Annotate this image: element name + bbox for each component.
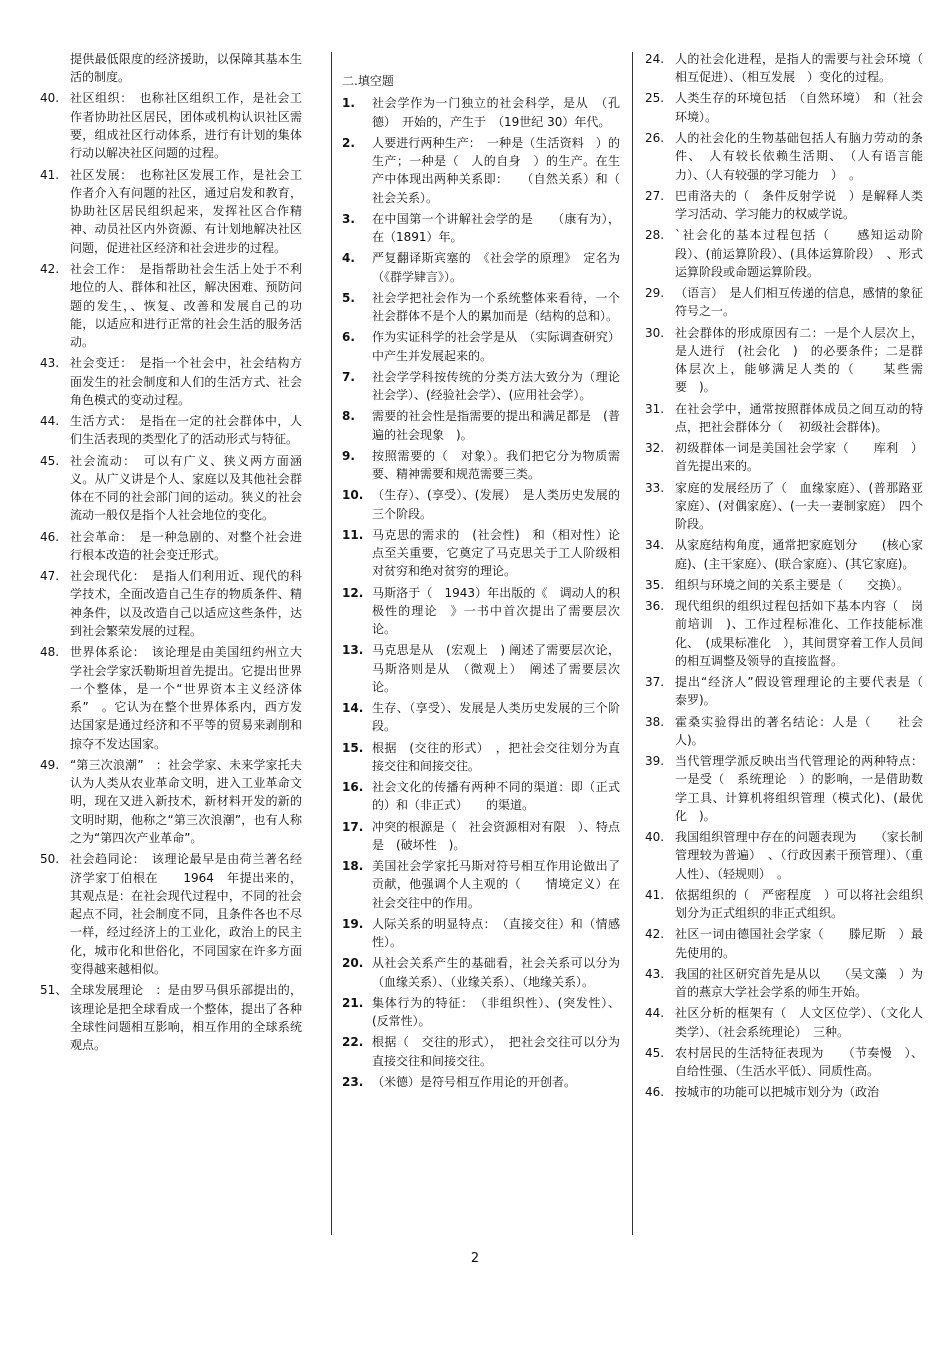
item-text: 人际关系的明显特点： （直接交往）和（情感性）。 (372, 916, 620, 950)
item-text: 社会工作： 是指帮助社会生活上处于不利地位的人、群体和社区，解决困难、预防问题的发生，、恢复、改善和发展自己的功能，以适应和进行正常的社会生活的服务活动。 (70, 261, 302, 350)
item-text: 社会学学科按传统的分类方法大致分为（理论社会学）、(经验社会学）、(应用社会学）。 (372, 369, 620, 403)
item-text: 生活方式： 是指在一定的社会群体中，人们生活表现的类型化了的活动形式与特征。 (70, 414, 302, 447)
list-item (342, 447, 620, 484)
item-text: 我国组织管理中存在的问题表现为 （家长制管理较为普遍） 、（行政因素干预管理）、（重人性）、（轻规则） 。 (675, 830, 923, 881)
list-item (645, 576, 923, 594)
list-item (645, 129, 923, 184)
item-number: 16. (342, 780, 364, 795)
item-number: 2. (342, 135, 355, 150)
item-text: 当代管理学派反映出当代管理论的两种特点：一是受（ 系统理论 ）的影响，一是借助数学工具、计算机将组织管理（模式化)、(最优化 )。 (675, 754, 923, 823)
list-item (342, 699, 620, 736)
item-text: 社会学作为一门独立的社会科学，是从 （孔德） 开始的，产生于 （19世纪 30）年代。 (372, 96, 620, 129)
item-number: 8. (342, 409, 355, 424)
item-number: 11. (342, 527, 364, 542)
list-item (342, 526, 620, 581)
list-item (645, 284, 923, 321)
list-item (342, 328, 620, 365)
item-number: 13. (342, 643, 364, 658)
item-number: 15. (342, 740, 364, 755)
item-text: 在中国第一个讲解社会学的是 （康有为），在（1891）年。 (372, 211, 620, 245)
item-text: 社会革命： 是一种急剧的、对整个社会进行根本改造的社会变迁形式。 (70, 529, 302, 562)
item-text: 从家庭结构角度，通常把家庭划分 (核心家庭)、(主干家庭）、(联合家庭）、(其它家庭)。 (675, 538, 923, 571)
item-number: 14. (342, 701, 364, 716)
item-text: 依据组织的（ 严密程度 ）可以将社会组织划分为正式组织的非正式组织。 (675, 887, 923, 921)
item-number: 46. (645, 1085, 665, 1100)
list-item (645, 536, 923, 573)
item-number: 26. (645, 130, 665, 145)
item-text: （语言） 是人们相互传递的信息，感情的象征符号之一。 (675, 286, 923, 319)
item-number: 27. (645, 188, 665, 203)
item-number: 17. (342, 819, 364, 834)
list-item (342, 641, 620, 696)
item-text: 马斯洛于（ 1943）年出版的《 调动人的积极性的理论 》一书中首次提出了需要层次论。 (372, 585, 620, 637)
item-text: 人的社会化的生物基础包括人有脑力劳动的条件、 人有较长依赖生活期、 （人有语言能力）、（人有较强的学习能力 ） 。 (675, 130, 923, 182)
list-item (645, 400, 923, 437)
list-item (645, 828, 923, 883)
list-item (645, 324, 923, 397)
list-item (645, 1044, 923, 1081)
item-text: 从社会关系产生的基础看，社会关系可以分为（血缘关系）、（业缘关系）、（地缘关系）。 (372, 956, 620, 989)
list-item (40, 354, 302, 409)
item-text: 社会现代化： 是指人们利用近、现代的科学技术，全面改造自己生存的物质条件、精神条件，以及改造自己以适应这些条件，达到社会繁荣发展的过程。 (70, 569, 302, 639)
list-item (40, 756, 302, 847)
item-number: 34. (645, 538, 665, 553)
item-number: 36. (645, 599, 665, 613)
column-left (40, 50, 302, 1057)
column-middle (342, 50, 633, 1094)
list-item (342, 134, 633, 207)
item-text: （米德）是符号相互作用论的开创者。 (372, 1074, 577, 1089)
item-text: 马克思的需求的 (社会性) 和（相对性）论点至关重要，它奠定了马克思关于工人阶级相对贫穷和绝对贫穷的理论。 (372, 527, 620, 579)
item-number: 38. (645, 714, 665, 729)
list-item (645, 886, 923, 923)
list-item (645, 673, 936, 710)
item-text: 作为实证科学的社会学是从 （实际调查研究）中产生并发展起来的。 (372, 330, 620, 363)
item-number: 3. (342, 211, 355, 226)
item-number: 44. (645, 1006, 665, 1021)
list-item (645, 1004, 923, 1041)
item-number: 51、 (40, 983, 68, 998)
item-number: 40. (645, 830, 665, 845)
list-item (342, 407, 620, 444)
item-text: 美国社会学家托马斯对符号相互作用论做出了贡献，他强调个人主观的（ 情境定义）在社会交往中的作用。 (372, 859, 620, 910)
item-number: 42. (645, 927, 665, 942)
item-text: 人类生存的环境包括 （自然环境） 和（社会环境）。 (675, 91, 923, 124)
list-item (645, 1083, 923, 1101)
item-number: 9. (342, 448, 355, 463)
section-heading: 二.填空题 (342, 74, 394, 88)
list-item (645, 50, 936, 87)
item-number: 43. (645, 966, 665, 981)
item-text: （生存）、(享受）、(发展） 是人类历史发展的三个阶段。 (372, 488, 620, 521)
list-item (342, 778, 620, 815)
item-text: 社区一词由德国社会学家（ 滕尼斯 ）最先使用的。 (675, 927, 923, 960)
list-item (645, 187, 923, 224)
list-item (342, 915, 620, 952)
item-number: 1. (342, 96, 355, 111)
list-item (342, 210, 620, 247)
list-item (40, 452, 302, 525)
item-text: 组织与环境之间的关系主要是（ 交换）。 (675, 577, 910, 592)
item-number: 39. (645, 754, 665, 769)
list-item (40, 850, 302, 978)
item-number: 23. (342, 1074, 364, 1089)
list-item (645, 439, 923, 476)
item-number: 24. (645, 52, 665, 66)
item-text: 社会学把社会作为一个系统整体来看待，一个社会群体不是个人的累加而是（结构的总和）。 (372, 290, 620, 324)
item-text: 世界体系论： 该论理是由美国纽约州立大学社会学家沃勒斯坦首先提出。它提出世界一个整体，是一个“世界资本主义经济体系” 。它认为在整个世界体系内，西方发达国家是通过经济和不平等的贸易来剥削和掠夺不发达国家。 (70, 645, 302, 751)
list-item (645, 479, 923, 534)
item-text: 严复翻译斯宾塞的 《社会学的原理》 定名为（《群学肄言》）。 (372, 251, 620, 284)
item-text: 根据（ 交往的形式）， 把社会交往可以分为直接交往和间接交往。 (372, 1035, 620, 1068)
item-number: 7. (342, 369, 355, 384)
item-text: 我国的社区研究首先是从以 （吴文藻 ）为首的燕京大学社会学系的师生开始。 (675, 966, 923, 1000)
list-item (342, 584, 620, 639)
column-divider-right (632, 52, 633, 1235)
item-number: 4. (342, 251, 355, 266)
item-number: 33. (645, 480, 665, 495)
page-number: 2 (470, 1251, 480, 1266)
item-text: 社会群体的形成原因有二：一是个人层次上，是人进行 (社会化 ) 的必要条件；二是群体层次上，能够满足人类的（ 某些需要 )。 (675, 325, 923, 395)
item-text: 按照需要的（ 对象）。我们把它分为物质需要、精神需要和规范需要三类。 (372, 448, 620, 482)
item-text: 马克思是从 (宏观上 ) 阐述了需要层次论，马斯洛则是从 （微观上） 阐述了需要层次论。 (372, 643, 620, 694)
list-item (342, 289, 620, 326)
item-number: 5. (342, 290, 355, 305)
list-item (342, 818, 620, 855)
item-text: 霍桑实验得出的著名结论：人是（ 社会人)。 (675, 714, 923, 747)
item-text: 需要的社会性是指需要的提出和满足都是 (普遍的社会现象 )。 (372, 409, 620, 442)
item-text: 巴甫洛夫的（ 条件反射学说 ）是解释人类学习活动、学习能力的权威学说。 (675, 188, 923, 222)
column-right (645, 50, 936, 1105)
item-text: 人的社会化进程，是指人的需要与社会环境（ 相互促进）、（相互发展 ）变化的过程。 (675, 52, 936, 85)
item-number: 45. (645, 1045, 665, 1060)
list-item (342, 954, 620, 991)
item-number: 50. (40, 852, 60, 867)
item-number: 28. (645, 228, 665, 243)
list-item (342, 994, 620, 1031)
item-number: 29. (645, 286, 665, 301)
list-item (40, 89, 302, 162)
item-number: 47. (40, 569, 60, 584)
item-number: 45. (40, 453, 60, 468)
item-number: 6. (342, 330, 355, 345)
list-item (645, 752, 923, 825)
list-item (342, 94, 620, 131)
list-item (342, 739, 620, 776)
list-item (342, 368, 620, 405)
item-number: 40. (40, 91, 60, 106)
item-text: 社区发展： 也称社区发展工作，是社会工作者介入有问题的社区，通过启发和教育，协助社区居民组织起来，发挥社区合作精神、动员社区内外资源、有计划地解决社区问题，促进社区经济和社会进步的过程。 (70, 167, 302, 255)
item-number: 46. (40, 529, 60, 544)
list-item (645, 965, 923, 1002)
item-text: 在社会学中，通常按照群体成员之间互动的特点，把社会群体分（ 初级社会群体)。 (675, 401, 923, 434)
item-number: 22. (342, 1035, 364, 1050)
item-number: 37. (645, 675, 665, 690)
list-item (342, 249, 620, 286)
item-text: 全球发展理论 ：是由罗马俱乐部提出的，该理论是把全球看成一个整体，提出了各种全球性问题相互影响，相互作用的全球系统观点。 (70, 983, 302, 1053)
column-divider-left (331, 52, 332, 1235)
item-text: 社区分析的框架有（ 人文区位学）、（文化人类学）、（社会系统理论） 三种。 (675, 1006, 923, 1039)
list-item (40, 412, 302, 449)
list-item (40, 528, 302, 565)
item-text: 提出“经济人”假设管理理论的主要代表是（ 泰罗)。 (675, 675, 936, 708)
item-number: 21. (342, 995, 364, 1010)
list-item (40, 567, 302, 640)
item-number: 44. (40, 414, 60, 429)
item-number: 41. (645, 887, 665, 902)
item-number: 25. (645, 91, 665, 106)
item-text: 社会文化的传播有两种不同的渠道：即（正式的）和（非正式） 的渠道。 (372, 780, 620, 813)
item-number: 41. (40, 167, 60, 182)
item-text: 社会流动： 可以有广义、狭义两方面涵义。从广义讲是个人、家庭以及其他社会群体在不同的社会部门间的运动。狭义的社会流动一般仅是指个人社会地位的变化。 (70, 453, 302, 523)
item-number: 48. (40, 645, 60, 660)
item-text: 农村居民的生活特征表现为 （节奏慢 ）、自给性强、（生活水平低）、同质性高。 (675, 1045, 923, 1079)
item-text: 根据 (交往的形式） ，把社会交往划分为直接交往和间接交往。 (372, 740, 620, 773)
list-item (342, 486, 620, 523)
item-number: 49. (40, 757, 60, 772)
item-text: 家庭的发展经历了（ 血缘家庭）、(普那路亚家庭）、(对偶家庭）、(一夫一妻制家庭） 四个阶段。 (675, 480, 923, 532)
item-text: 生存、（享受）、发展是人类历史发展的三个阶段。 (372, 701, 620, 734)
list-item (342, 1033, 620, 1070)
item-text: “第三次浪潮” ：社会学家、未来学家托夫认为人类从农业革命文明，进入工业革命文明，现在又进入新技术，新材料开发的新的文明时期，他称之“第三次浪潮”，也有人称之为“第四次产业革命”。 (70, 757, 302, 846)
list-item (645, 713, 923, 750)
item-text: 初级群体一词是美国社会学家（ 库利 ）首先提出来的。 (675, 441, 923, 474)
list-item (645, 89, 923, 126)
list-item (40, 643, 302, 753)
item-number: 12. (342, 585, 364, 600)
list-item (645, 226, 923, 281)
item-number: 18. (342, 859, 364, 874)
item-number: 32. (645, 441, 665, 456)
item-number: 30. (645, 325, 665, 340)
item-number: 19. (342, 916, 364, 931)
list-item (645, 597, 923, 670)
item-number: 43. (40, 356, 60, 371)
list-item (342, 1073, 620, 1091)
item-text: 集体行为的特征： （非组织性）、(突发性）、(反常性）。 (372, 995, 620, 1029)
item-text: 冲突的根源是（ 社会资源相对有限 ）、特点是 (破坏性 )。 (372, 819, 620, 852)
continued-text: 提供最低限度的经济援助，以保障其基本生活的制度。 (70, 52, 302, 85)
list-item (40, 260, 302, 351)
item-text: 社区组织： 也称社区组织工作，是社会工作者协助社区居民，团体或机构认识社区需要，组成社区行动体系，进行有计划的集体行动以解决社区问题的过程。 (70, 91, 302, 161)
item-number: 42. (40, 261, 60, 276)
item-text: 人要进行两种生产： 一种是（生活资料 ）的生产；一种是（ 人的自身 ）的生产。在生产中体现出两种关系即： （自然关系）和（ 社会关系）。 (372, 135, 633, 205)
item-number: 10. (342, 488, 364, 503)
item-number: 20. (342, 956, 364, 971)
item-text: 现代组织的组织过程包括如下基本内容（ 岗前培训 )、工作过程标准化、工作技能标准化、 (成果标准化 ），其间贯穿着工作人员间的相互调整及领导的直接监督。 (675, 599, 923, 668)
item-text: 社会变迁： 是指一个社会中，社会结构方面发生的社会制度和人们的生活方式、社会角色模式的变动过程。 (70, 356, 302, 407)
item-number: 35. (645, 577, 665, 592)
list-item (645, 925, 923, 962)
list-item (342, 857, 620, 912)
item-text: 按城市的功能可以把城市划分为（政治 (675, 1085, 880, 1100)
list-item (40, 166, 302, 257)
item-number: 31. (645, 401, 665, 416)
item-text: 社会趋同论： 该理论最早是由荷兰著名经济学家丁伯根在 1964 年提出来的，其观点是：在社会现代过程中，不同的社会起点不同，社会制度不同，且条件各也不尽一样，经过经济上的工业化，政治上的民主化，城市化和世俗化，不同国家在许多方面变得越来越相似。 (70, 852, 302, 977)
list-item (40, 981, 302, 1054)
item-text: `社会化的基本过程包括（ 感知运动阶段）、(前运算阶段）、(具体运算阶段） 、形式运算阶段或命题运算阶段。 (675, 228, 923, 279)
